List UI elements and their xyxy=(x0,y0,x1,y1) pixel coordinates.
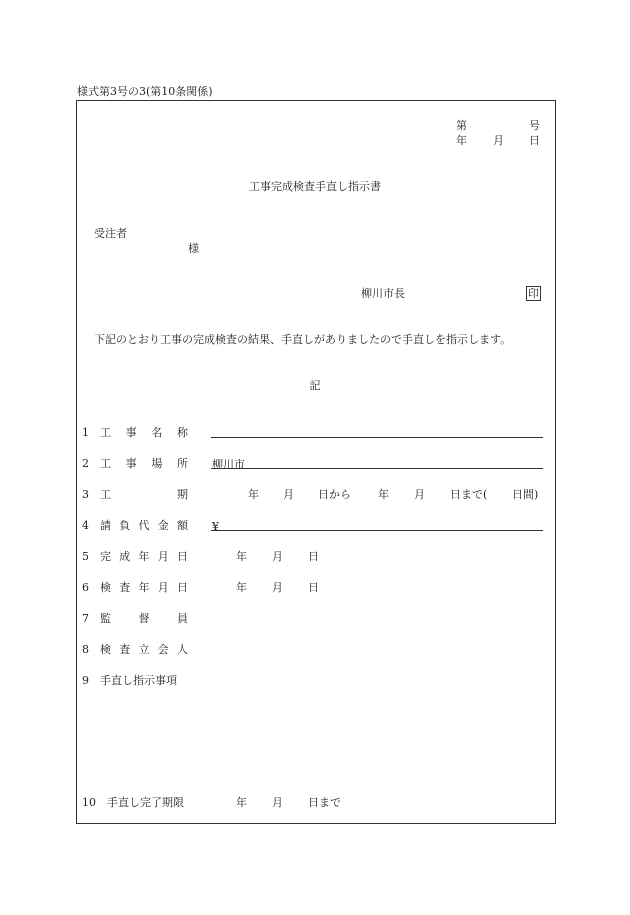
period-part: 日まで( xyxy=(450,488,488,501)
item-label xyxy=(100,612,188,626)
seal-mark: 印 xyxy=(528,287,539,300)
item-label-char: 工 xyxy=(100,488,111,501)
date-month: 月 xyxy=(493,134,504,147)
item-number: 5 xyxy=(82,550,89,563)
period-part: 月 xyxy=(414,488,425,501)
item-label-char: 負 xyxy=(119,519,131,532)
item-label-char: 員 xyxy=(177,612,188,625)
item-number: 9 xyxy=(82,674,89,687)
item-label xyxy=(100,581,188,595)
date-part: 年 xyxy=(236,550,247,563)
item-label xyxy=(100,488,188,502)
item-label-char: 監 xyxy=(100,612,111,625)
seal-box xyxy=(526,286,541,301)
item-label xyxy=(100,519,188,533)
date-part: 月 xyxy=(272,550,283,563)
item-1-fill-line xyxy=(211,437,543,438)
item-label: 手直し完了期限 xyxy=(107,796,184,809)
item-label-char: 月 xyxy=(157,550,169,563)
item-label-char: 立 xyxy=(138,643,150,656)
item-2-fill-line xyxy=(211,468,543,469)
period-part: 月 xyxy=(283,488,294,501)
period-part: 年 xyxy=(378,488,389,501)
item-label-char: 名 xyxy=(151,426,163,439)
date-day: 日 xyxy=(529,134,540,147)
recipient-honorific: 様 xyxy=(188,242,199,255)
item-label-char: 検 xyxy=(100,643,111,656)
item-label-char: 事 xyxy=(125,426,137,439)
item-label-char: 工 xyxy=(100,457,111,470)
item-number: 2 xyxy=(82,457,89,470)
item-label-char: 成 xyxy=(119,550,131,563)
date-part: 月 xyxy=(272,581,283,594)
date-part: 日まで xyxy=(308,796,341,809)
item-label-char: 期 xyxy=(177,488,188,501)
date-year: 年 xyxy=(456,134,467,147)
item-number: 7 xyxy=(82,612,89,625)
date-part: 日 xyxy=(308,550,319,563)
item-label-char: 日 xyxy=(177,550,188,563)
item-label xyxy=(100,643,188,657)
item-label-char: 請 xyxy=(100,519,111,532)
period-part: 年 xyxy=(248,488,259,501)
item-label-char: 検 xyxy=(100,581,111,594)
date-part: 日 xyxy=(308,581,319,594)
document-title: 工事完成検査手直し指示書 xyxy=(249,180,381,193)
item-number: 8 xyxy=(82,643,89,656)
item-label-char: 査 xyxy=(119,581,131,594)
item-label-char: 日 xyxy=(177,581,188,594)
period-part: 日間) xyxy=(512,488,539,501)
item-label-char: 完 xyxy=(100,550,111,563)
item-number: 1 xyxy=(82,426,89,439)
item-label-char: 金 xyxy=(157,519,169,532)
number-prefix: 第 xyxy=(456,119,467,132)
item-value: ¥ xyxy=(212,520,219,533)
date-part: 年 xyxy=(236,581,247,594)
number-suffix: 号 xyxy=(529,119,540,132)
date-part: 年 xyxy=(236,796,247,809)
item-label-char: 人 xyxy=(177,643,188,656)
date-part: 月 xyxy=(272,796,283,809)
item-label-char: 工 xyxy=(100,426,111,439)
item-label-char: 督 xyxy=(138,612,150,625)
item-label-char: 称 xyxy=(176,426,188,439)
item-label-char: 事 xyxy=(125,457,137,470)
item-number: 4 xyxy=(82,519,89,532)
item-label-char: 場 xyxy=(151,457,163,470)
item-4-fill-line xyxy=(211,530,543,531)
item-label-char: 年 xyxy=(138,550,150,563)
item-label-char: 会 xyxy=(157,643,169,656)
body-text: 下記のとおり工事の完成検査の結果、手直しがありましたので手直しを指示します。 xyxy=(94,333,512,346)
item-number: 3 xyxy=(82,488,89,501)
item-label-char: 査 xyxy=(119,643,131,656)
ki-heading: 記 xyxy=(309,379,321,392)
recipient-label: 受注者 xyxy=(94,227,127,240)
form-label: 様式第3号の3(第10条関係) xyxy=(77,85,213,98)
issuer-name: 柳川市長 xyxy=(361,287,405,300)
item-label-char: 月 xyxy=(157,581,169,594)
item-number: 6 xyxy=(82,581,89,594)
item-label-char: 額 xyxy=(177,519,188,532)
item-label xyxy=(100,457,188,471)
item-label xyxy=(100,426,188,440)
item-number: 10 xyxy=(82,796,96,809)
item-value: 柳川市 xyxy=(212,458,245,471)
item-label-char: 年 xyxy=(138,581,150,594)
item-label xyxy=(100,550,188,564)
item-label-char: 所 xyxy=(176,457,188,470)
period-part: 日から xyxy=(318,488,351,501)
item-label-char: 代 xyxy=(138,519,150,532)
item-label: 手直し指示事項 xyxy=(100,674,177,687)
